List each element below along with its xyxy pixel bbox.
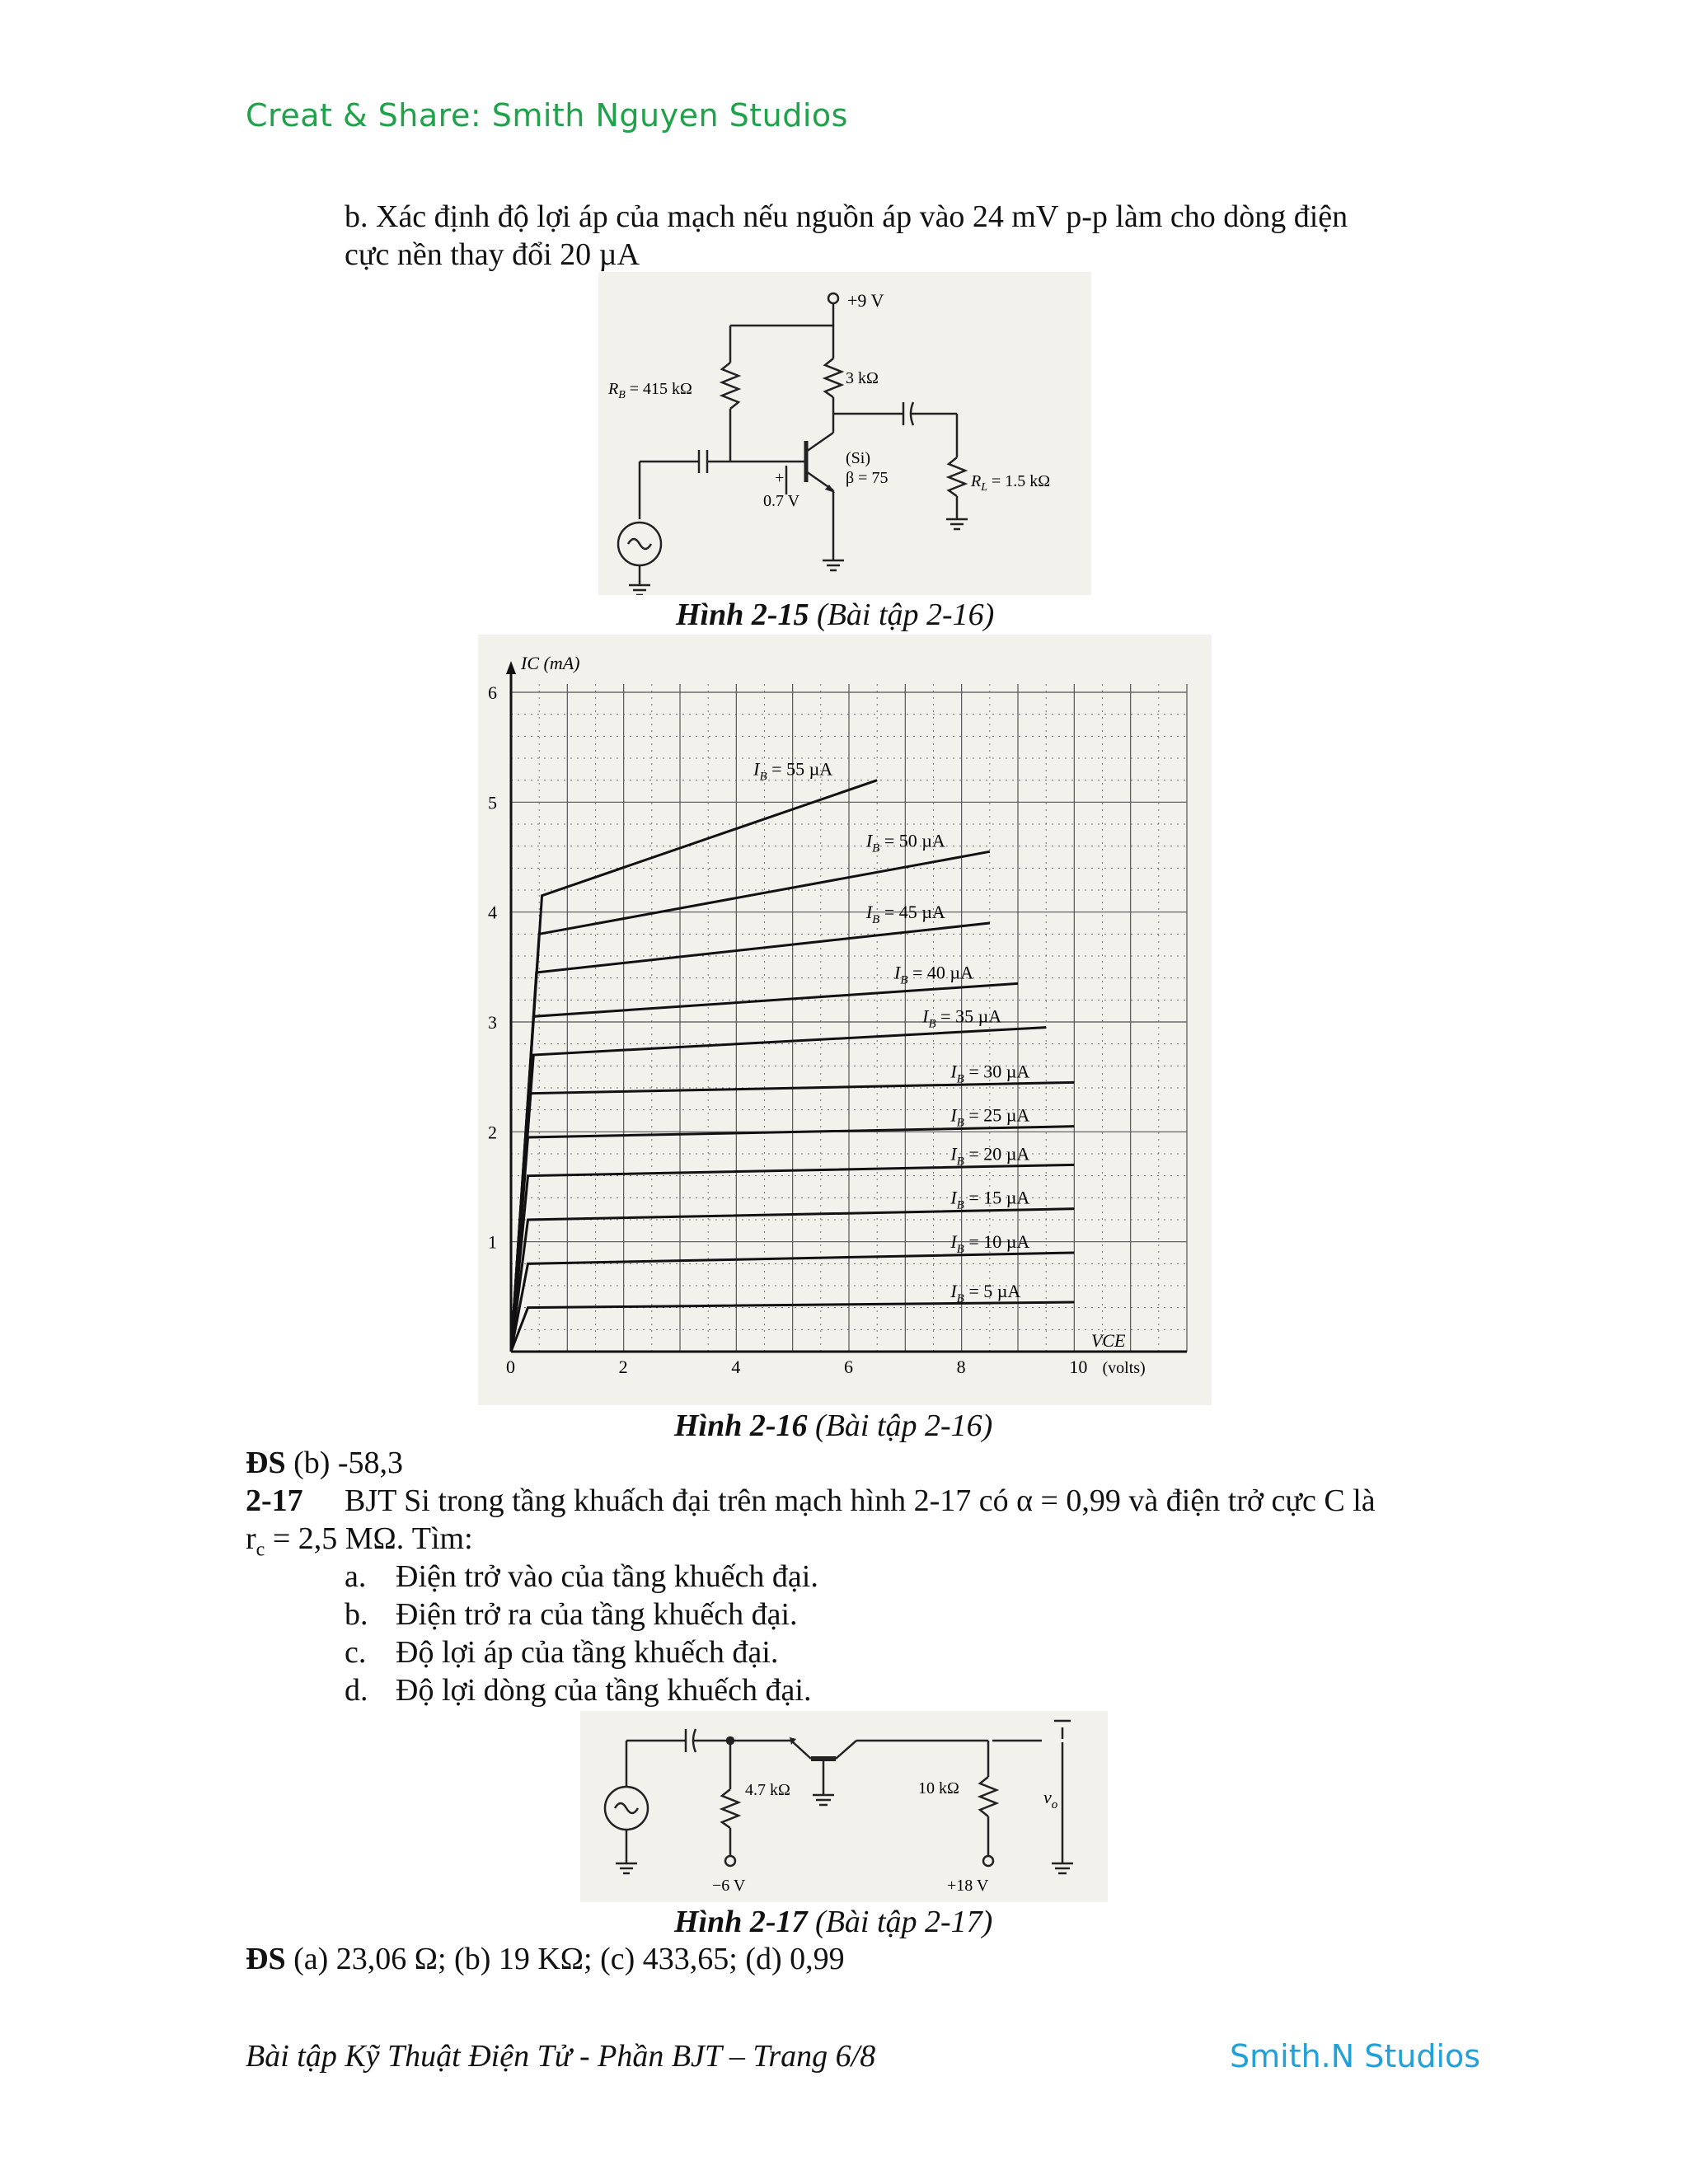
series-label: $I_B = 25$ µA <box>950 1104 1030 1130</box>
figure-2-15-caption: Hình 2-15 (Bài tập 2-16) <box>676 598 995 632</box>
x-tick-label: 6 <box>844 1357 853 1377</box>
vo-label: $v_o$ <box>1043 1787 1058 1811</box>
figure-2-16-caption: Hình 2-16 (Bài tập 2-16) <box>674 1408 993 1443</box>
series-label: $I_B = 10$ µA <box>950 1231 1030 1256</box>
figure-2-17 <box>580 1711 1108 1902</box>
problem-b-line2: cực nền thay đổi 20 µA <box>345 237 640 272</box>
x-tick-label: 10 <box>1069 1357 1088 1377</box>
list-item: b. <box>345 1597 368 1632</box>
vcc-label-17: +18 V <box>947 1877 989 1895</box>
figure-2-16 <box>478 635 1212 1405</box>
series-label: $I_B = 30$ µA <box>950 1061 1030 1086</box>
series-label: $I_B = 45$ µA <box>865 902 945 926</box>
vbe-label: 0.7 V <box>763 492 800 510</box>
list-item-text: Độ lợi dòng của tầng khuếch đại. <box>396 1673 812 1708</box>
list-item-text: Điện trở ra của tầng khuếch đại. <box>396 1597 798 1632</box>
x-axis-unit: (volts) <box>1102 1359 1146 1377</box>
list-item-text: Điện trở vào của tầng khuếch đại. <box>396 1559 818 1594</box>
y-tick-label: 5 <box>488 792 497 813</box>
list-item: a. <box>345 1559 367 1594</box>
beta-label: β = 75 <box>846 469 889 487</box>
y-axis-label: IC (mA) <box>521 653 580 673</box>
rc-label: 3 kΩ <box>846 369 879 387</box>
y-tick-label: 1 <box>488 1231 497 1253</box>
series-label: $I_B = 50$ µA <box>865 830 945 855</box>
x-tick-label: 8 <box>956 1357 966 1377</box>
list-item: c. <box>345 1635 367 1670</box>
problem-2-17-number: 2-17 <box>246 1483 303 1518</box>
re-label: 4.7 kΩ <box>745 1781 790 1799</box>
x-axis-label: VCE <box>1090 1330 1126 1351</box>
x-tick-label: 0 <box>506 1357 515 1377</box>
series-label: $I_B = 5$ µA <box>950 1281 1021 1305</box>
series-line <box>511 851 990 1352</box>
y-tick-label: 6 <box>488 682 497 703</box>
y-tick-label: 4 <box>488 902 497 923</box>
rl-label: $R_L = 1.5$ kΩ <box>971 472 1051 494</box>
x-tick-label: 2 <box>618 1357 628 1377</box>
series-label: $I_B = 35$ µA <box>922 1005 1002 1031</box>
problem-2-17-text1: BJT Si trong tầng khuấch đại trên mạch hình 2-17 có α = 0,99 và điện trở cực C là <box>345 1483 1376 1518</box>
figure-2-15 <box>598 272 1091 595</box>
vbe-plus: + <box>775 469 785 487</box>
header-brand: Creat & Share: Smith Nguyen Studios <box>246 97 848 134</box>
footer-title: Bài tập Kỹ Thuật Điện Tử - Phần BJT – Trang 6/8 <box>246 2039 876 2074</box>
rb-label: $R_B = 415$ kΩ <box>608 380 692 401</box>
ic-vce-chart <box>478 635 1212 1405</box>
figure-2-17-caption: Hình 2-17 (Bài tập 2-17) <box>674 1905 993 1939</box>
vee-label: −6 V <box>712 1877 746 1895</box>
series-label: $I_B = 20$ µA <box>950 1143 1030 1169</box>
rc-label-17: 10 kΩ <box>918 1779 959 1797</box>
y-tick-label: 3 <box>488 1012 497 1033</box>
series-label: $I_B = 55$ µA <box>753 758 833 784</box>
answer-2-16: ĐS (b) -58,3 <box>246 1446 404 1480</box>
list-item-text: Độ lợi áp của tầng khuếch đại. <box>396 1635 779 1670</box>
footer-brand: Smith.N Studios <box>1230 2038 1481 2074</box>
circuit-2-15-diagram <box>598 272 1091 595</box>
series-label: $I_B = 15$ µA <box>950 1187 1030 1212</box>
answer-2-17: ĐS (a) 23,06 Ω; (b) 19 KΩ; (c) 433,65; (d) 0,99 <box>246 1942 845 1976</box>
y-axis-arrow <box>506 661 516 674</box>
circuit-2-17-diagram <box>580 1711 1108 1902</box>
y-tick-label: 2 <box>488 1122 497 1143</box>
problem-2-17-text2: $r_c = 2,5$ MΩ. Tìm: <box>246 1521 473 1561</box>
vcc-label: +9 V <box>847 290 884 311</box>
list-item: d. <box>345 1673 368 1708</box>
series-label: $I_B = 40$ µA <box>894 962 973 987</box>
x-tick-label: 4 <box>731 1357 741 1377</box>
si-label: (Si) <box>846 449 870 467</box>
problem-b-line1: b. Xác định độ lợi áp của mạch nếu nguồn áp vào 24 mV p-p làm cho dòng điện <box>345 199 1348 234</box>
